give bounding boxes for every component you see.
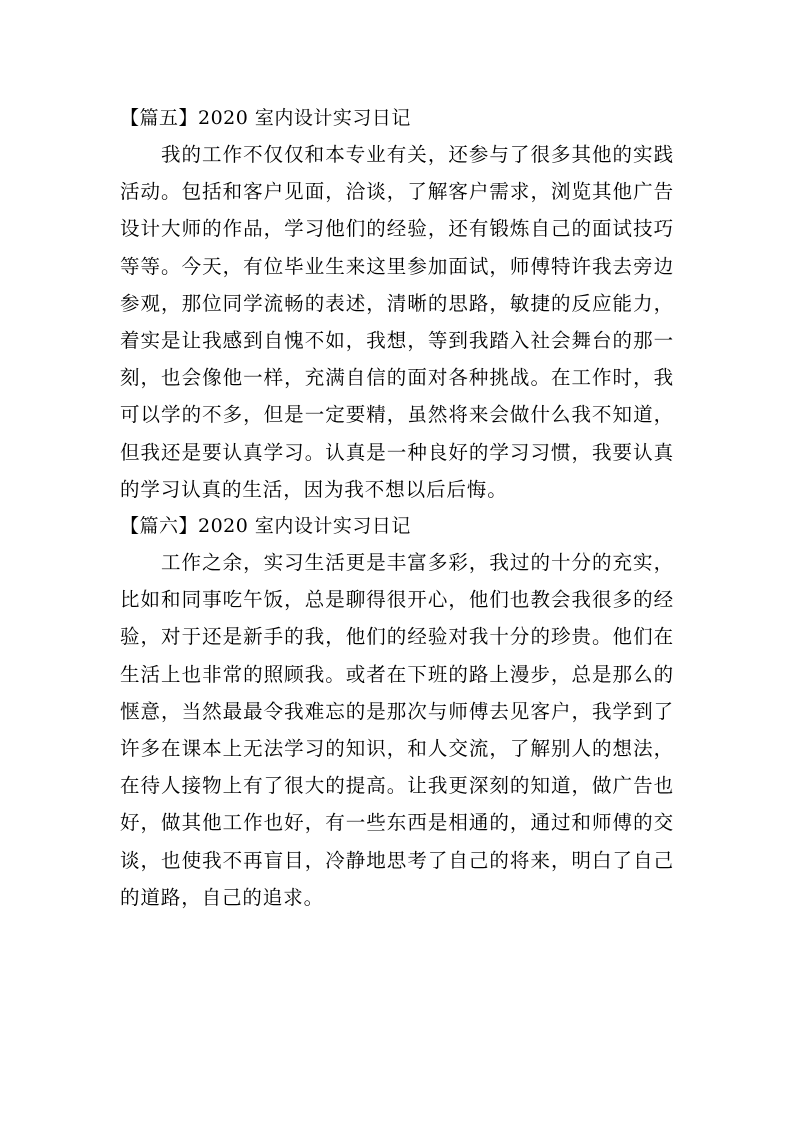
document-body [120, 100, 674, 916]
section-paragraph-5: 我的工作不仅仅和本专业有关，还参与了很多其他的实践活动。包括和客户见面，洽谈，了解客户需求，浏览其他广告设计大师的作品，学习他们的经验，还有锻炼自己的面试技巧等等。今天，有位毕业生来这里参加面试，师傅特许我去旁边参观，那位同学流畅的表述，清晰的思路，敏捷的反应能力，着实是让我感到自愧不如，我想，等到我踏入社会舞台的那一刻，也会像他一样，充满自信的面对各种挑战。在工作时，我可以学的不多，但是一定要精，虽然将来会做什么我不知道，但我还是要认真学习。认真是一种良好的学习习惯，我要认真的学习认真的生活，因为我不想以后后悔。 [120, 143, 674, 501]
section-heading-6: 【篇六】2020 室内设计实习日记 [120, 515, 411, 538]
section-heading-5: 【篇五】2020 室内设计实习日记 [120, 107, 411, 129]
section-paragraph-6: 工作之余，实习生活更是丰富多彩，我过的十分的充实，比如和同事吃午饭，总是聊得很开心，他们也教会我很多的经验，对于还是新手的我，他们的经验对我十分的珍贵。他们在生活上也非常的照顾我。或者在下班的路上漫步，总是那么的惬意，当然最最令我难忘的是那次与师傅去见客户，我学到了许多在课本上无法学习的知识，和人交流，了解别人的想法，在待人接物上有了很大的提高。让我更深刻的知道，做广告也好，做其他工作也好，有一些东西是相通的，通过和师傅的交谈，也使我不再盲目，冷静地思考了自己的将来，明白了自己的道路，自己的追求。 [120, 551, 674, 909]
